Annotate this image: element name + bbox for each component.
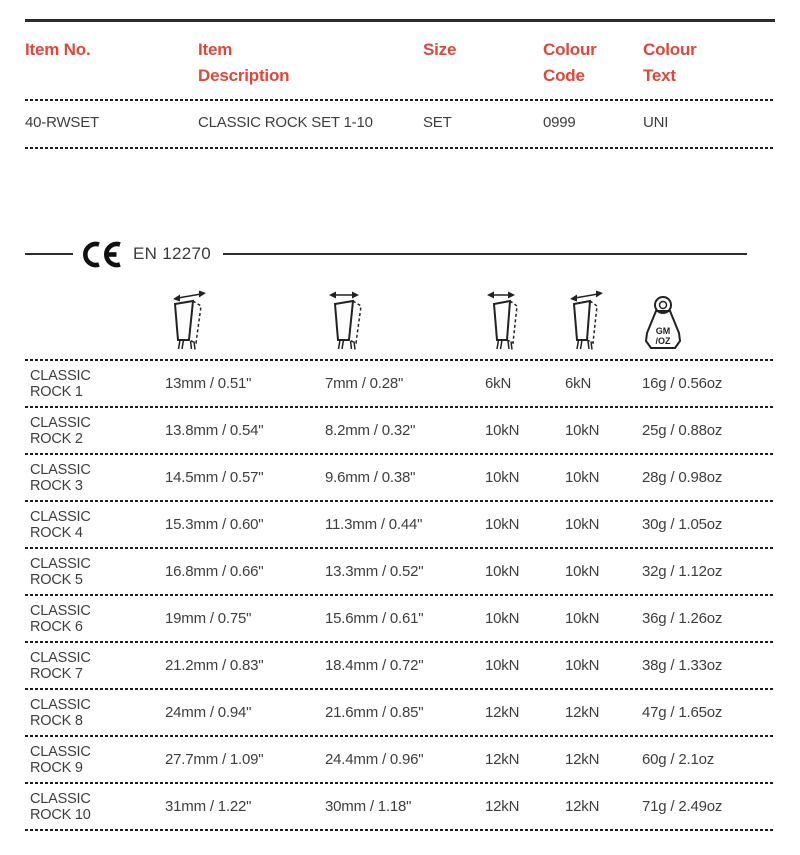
header-item-no bbox=[25, 37, 198, 89]
width-value: 15.3mm / 0.60" bbox=[165, 516, 264, 533]
strength-b-value: 6kN bbox=[565, 375, 592, 392]
header-item-description bbox=[198, 37, 423, 89]
depth-value: 18.4mm / 0.72" bbox=[325, 657, 424, 674]
strength-a-value: 6kN bbox=[485, 375, 512, 392]
width-value: 16.8mm / 0.66" bbox=[165, 563, 264, 580]
weight-value: 36g / 1.26oz bbox=[642, 610, 723, 627]
strength-a-value: 12kN bbox=[485, 704, 520, 721]
spec-row-classic-rock-8 bbox=[25, 690, 775, 735]
product-name-line1: CLASSIC bbox=[30, 461, 91, 478]
spec-row-classic-rock-10 bbox=[25, 784, 775, 829]
depth-value: 9.6mm / 0.38" bbox=[325, 469, 416, 486]
strength-a-value: 10kN bbox=[485, 516, 520, 533]
strength-a-value: 10kN bbox=[485, 422, 520, 439]
product-name bbox=[25, 744, 165, 776]
width-value: 19mm / 0.75" bbox=[165, 610, 252, 627]
header-item-no-line1: Item No. bbox=[25, 40, 91, 59]
width-value: 24mm / 0.94" bbox=[165, 704, 252, 721]
nut-major-axis-strength-icon bbox=[485, 288, 527, 356]
header-item-description-line1: Item bbox=[198, 40, 233, 59]
product-name bbox=[25, 697, 165, 729]
product-name bbox=[25, 368, 165, 400]
weight-gm-oz-icon bbox=[642, 294, 684, 356]
header-colour-text-line1: Colour bbox=[643, 40, 697, 59]
product-name-line1: CLASSIC bbox=[30, 790, 91, 807]
strength-a-value: 10kN bbox=[485, 610, 520, 627]
width-value: 13.8mm / 0.54" bbox=[165, 422, 264, 439]
nut-minor-axis-strength-icon bbox=[565, 288, 607, 356]
product-name-line1: CLASSIC bbox=[30, 367, 91, 384]
product-name-line2: ROCK 8 bbox=[30, 712, 83, 729]
depth-value: 7mm / 0.28" bbox=[325, 375, 404, 392]
weight-value: 32g / 1.12oz bbox=[642, 563, 723, 580]
item-description-value: CLASSIC ROCK SET 1-10 bbox=[198, 114, 373, 131]
header-size-line1: Size bbox=[423, 40, 457, 59]
strength-b-value: 12kN bbox=[565, 704, 600, 721]
product-name-line1: CLASSIC bbox=[30, 414, 91, 431]
certification-rule-right bbox=[223, 253, 747, 255]
header-colour-code bbox=[543, 37, 643, 89]
header-size bbox=[423, 37, 543, 89]
weight-value: 25g / 0.88oz bbox=[642, 422, 723, 439]
header-colour-text-line2: Text bbox=[643, 66, 676, 85]
strength-b-value: 10kN bbox=[565, 563, 600, 580]
colour-text-value: UNI bbox=[643, 114, 669, 131]
product-name-line1: CLASSIC bbox=[30, 602, 91, 619]
product-name-line2: ROCK 5 bbox=[30, 571, 83, 588]
item-table-header-row bbox=[25, 22, 775, 99]
item-table bbox=[25, 19, 775, 149]
product-name bbox=[25, 556, 165, 588]
product-name bbox=[25, 415, 165, 447]
strength-a-value: 10kN bbox=[485, 657, 520, 674]
depth-value: 13.3mm / 0.52" bbox=[325, 563, 424, 580]
product-name-line2: ROCK 9 bbox=[30, 759, 83, 776]
weight-value: 47g / 1.65oz bbox=[642, 704, 723, 721]
spec-table-icon-header bbox=[25, 283, 775, 359]
spec-table-rule bbox=[25, 829, 775, 831]
strength-b-value: 10kN bbox=[565, 657, 600, 674]
product-name-line2: ROCK 6 bbox=[30, 618, 83, 635]
certification-rule-left bbox=[25, 253, 73, 255]
item-table-bottom-rule bbox=[25, 147, 775, 149]
icon-cell-width bbox=[165, 288, 325, 359]
spec-table bbox=[25, 283, 775, 831]
width-value: 31mm / 1.22" bbox=[165, 798, 252, 815]
strength-a-value: 10kN bbox=[485, 469, 520, 486]
product-name-line1: CLASSIC bbox=[30, 743, 91, 760]
strength-b-value: 12kN bbox=[565, 751, 600, 768]
strength-a-value: 12kN bbox=[485, 798, 520, 815]
product-name bbox=[25, 603, 165, 635]
nut-depth-arrow-icon bbox=[325, 288, 371, 356]
depth-value: 30mm / 1.18" bbox=[325, 798, 412, 815]
icon-cell-depth bbox=[325, 288, 485, 359]
weight-value: 38g / 1.33oz bbox=[642, 657, 723, 674]
spec-row-classic-rock-3 bbox=[25, 455, 775, 500]
weight-value: 71g / 2.49oz bbox=[642, 798, 723, 815]
depth-value: 21.6mm / 0.85" bbox=[325, 704, 424, 721]
colour-code-value: 0999 bbox=[543, 114, 576, 131]
item-table-data-row bbox=[25, 101, 775, 147]
spec-row-classic-rock-7 bbox=[25, 643, 775, 688]
product-name-line1: CLASSIC bbox=[30, 696, 91, 713]
product-name-line1: CLASSIC bbox=[30, 555, 91, 572]
product-name-line1: CLASSIC bbox=[30, 508, 91, 525]
product-name-line2: ROCK 10 bbox=[30, 806, 91, 823]
depth-value: 8.2mm / 0.32" bbox=[325, 422, 416, 439]
product-name-line2: ROCK 7 bbox=[30, 665, 83, 682]
product-name bbox=[25, 509, 165, 541]
certification-row bbox=[25, 240, 747, 268]
product-name-line2: ROCK 4 bbox=[30, 524, 83, 541]
header-colour-text bbox=[643, 37, 775, 89]
spec-row-classic-rock-6 bbox=[25, 596, 775, 641]
spec-row-classic-rock-1 bbox=[25, 361, 775, 406]
icon-cell-strength-a bbox=[485, 288, 565, 359]
nut-width-arrow-icon bbox=[165, 288, 211, 356]
weight-value: 16g / 0.56oz bbox=[642, 375, 723, 392]
header-colour-code-line1: Colour bbox=[543, 40, 597, 59]
strength-b-value: 10kN bbox=[565, 422, 600, 439]
weight-icon-label-line1: GM bbox=[655, 326, 671, 336]
weight-value: 30g / 1.05oz bbox=[642, 516, 723, 533]
header-item-description-line2: Description bbox=[198, 66, 290, 85]
spec-row-classic-rock-2 bbox=[25, 408, 775, 453]
weight-value: 28g / 0.98oz bbox=[642, 469, 723, 486]
depth-value: 24.4mm / 0.96" bbox=[325, 751, 424, 768]
strength-b-value: 12kN bbox=[565, 798, 600, 815]
strength-a-value: 12kN bbox=[485, 751, 520, 768]
weight-value: 60g / 2.1oz bbox=[642, 751, 715, 768]
product-name-line2: ROCK 3 bbox=[30, 477, 83, 494]
size-value: SET bbox=[423, 114, 452, 131]
width-value: 27.7mm / 1.09" bbox=[165, 751, 264, 768]
product-name bbox=[25, 650, 165, 682]
width-value: 21.2mm / 0.83" bbox=[165, 657, 264, 674]
header-colour-code-line2: Code bbox=[543, 66, 585, 85]
product-name-line1: CLASSIC bbox=[30, 649, 91, 666]
item-no-value: 40-RWSET bbox=[25, 114, 99, 131]
weight-icon-label-line2: /OZ bbox=[655, 336, 671, 346]
product-name bbox=[25, 462, 165, 494]
ce-mark-icon bbox=[81, 241, 123, 268]
spec-row-classic-rock-9 bbox=[25, 737, 775, 782]
depth-value: 15.6mm / 0.61" bbox=[325, 610, 424, 627]
spec-row-classic-rock-5 bbox=[25, 549, 775, 594]
strength-b-value: 10kN bbox=[565, 610, 600, 627]
icon-cell-strength-b bbox=[565, 288, 642, 359]
product-name bbox=[25, 791, 165, 823]
certification-standard: EN 12270 bbox=[133, 244, 212, 263]
product-name-line2: ROCK 2 bbox=[30, 430, 83, 447]
width-value: 14.5mm / 0.57" bbox=[165, 469, 264, 486]
icon-cell-weight bbox=[642, 294, 775, 359]
spec-row-classic-rock-4 bbox=[25, 502, 775, 547]
strength-b-value: 10kN bbox=[565, 516, 600, 533]
strength-a-value: 10kN bbox=[485, 563, 520, 580]
product-name-line2: ROCK 1 bbox=[30, 383, 83, 400]
depth-value: 11.3mm / 0.44" bbox=[325, 516, 423, 533]
width-value: 13mm / 0.51" bbox=[165, 375, 252, 392]
strength-b-value: 10kN bbox=[565, 469, 600, 486]
